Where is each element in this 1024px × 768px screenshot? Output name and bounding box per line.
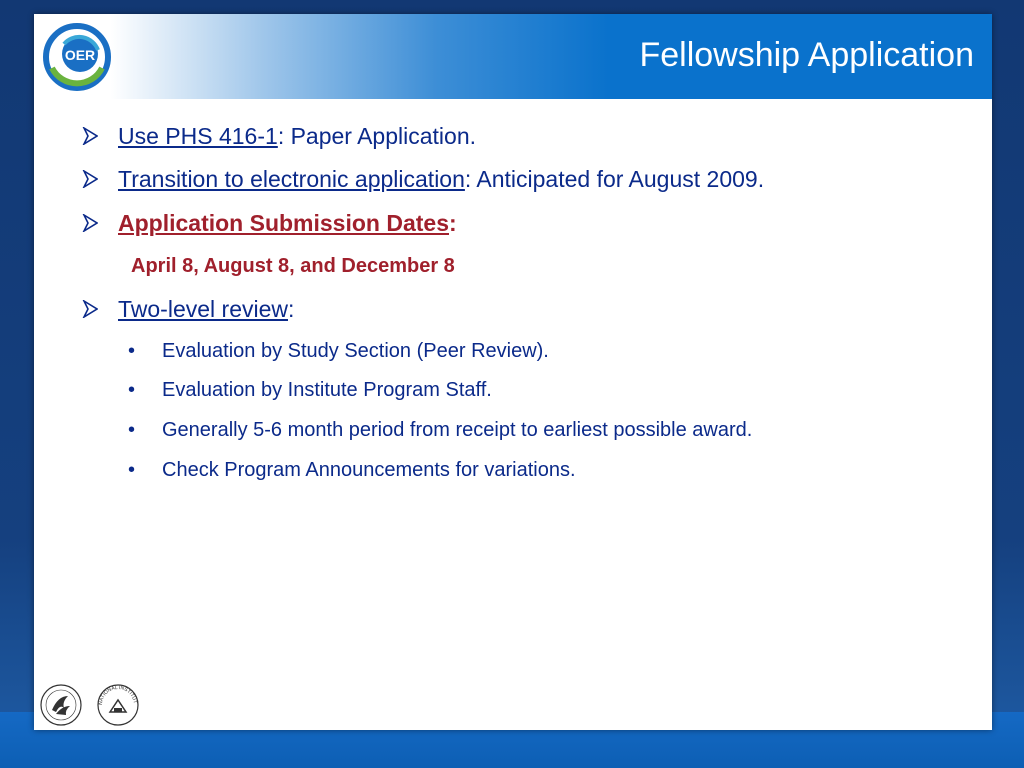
slide	[34, 14, 992, 730]
hhs-seal-icon	[41, 685, 81, 725]
arrow-bullet-icon	[82, 214, 98, 232]
dot-bullet-icon: •	[128, 340, 136, 362]
dot-bullet-icon: •	[128, 379, 136, 401]
sub-bullet-text: Generally 5-6 month period from receipt to earliest possible award.	[162, 419, 753, 441]
slide-title: Fellowship Application	[639, 36, 974, 74]
slide-header	[34, 14, 992, 99]
submission-dates-link[interactable]: Application Submission Dates	[118, 210, 449, 236]
bullet-text: :	[288, 296, 295, 322]
bullet-text: : Anticipated for August 2009.	[464, 166, 765, 192]
submission-dates-value: April 8, August 8, and December 8	[131, 255, 455, 277]
sub-bullet-text: Evaluation by Study Section (Peer Review).	[162, 340, 549, 362]
sub-bullet-text: Check Program Announcements for variations.	[162, 459, 576, 481]
two-level-review-link[interactable]: Two-level review	[118, 296, 288, 322]
oer-logo	[40, 22, 114, 92]
arrow-bullet-icon	[82, 127, 98, 145]
logo-text: OER	[64, 47, 96, 63]
nih-logo-icon	[38, 682, 138, 725]
electronic-application-link[interactable]: Transition to electronic application	[118, 166, 465, 192]
dot-bullet-icon: •	[128, 419, 136, 441]
bullet-text: : Paper Application.	[277, 123, 476, 149]
arrow-bullet-icon	[82, 170, 98, 188]
footer-logos	[38, 682, 148, 728]
bullet-text: :	[449, 210, 457, 236]
arrow-bullet-icon	[82, 300, 98, 318]
dot-bullet-icon: •	[128, 459, 136, 481]
nih-logo-text: NATIONAL INSTITUT	[97, 684, 138, 706]
phs-416-link[interactable]: Use PHS 416-1	[118, 123, 278, 149]
sub-bullet-text: Evaluation by Institute Program Staff.	[162, 379, 492, 401]
